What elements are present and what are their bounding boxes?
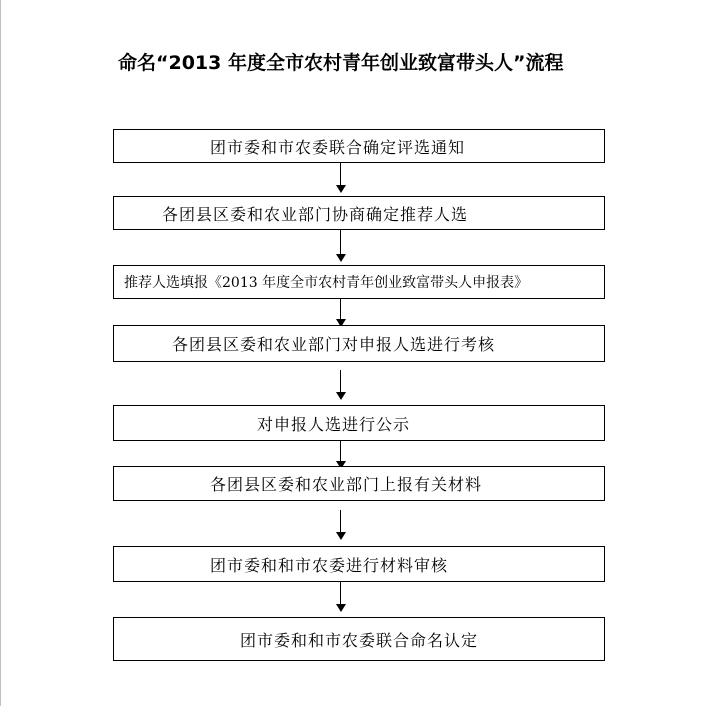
flow-step-8-label: 团市委和和市农委联合命名认定 [240,630,479,650]
flow-step-7 [113,546,605,582]
flow-arrow-5 [336,441,346,469]
flow-step-3 [113,265,605,299]
flow-step-2 [113,196,605,230]
flow-arrow-4 [336,370,346,400]
flow-step-4-label: 各团县区委和农业部门对申报人选进行考核 [172,335,496,354]
flow-arrow-7 [336,582,346,612]
flow-arrow-1 [336,163,346,193]
flow-step-6-label: 各团县区委和农业部门上报有关材料 [210,475,483,494]
flow-step-6 [113,466,605,501]
flow-arrow-3 [336,299,346,327]
page-left-edge [0,0,1,706]
page-title: 命名“2013 年度全市农村青年创业致富带头人”流程 [118,52,564,74]
flow-step-5 [113,405,605,441]
flow-step-7-label: 团市委和和市农委进行材料审核 [210,555,449,575]
flow-step-2-label: 各团县区委和农业部门协商确定推荐人选 [162,204,469,224]
flow-step-1 [113,129,605,163]
flow-step-4 [113,325,605,362]
flow-arrow-2 [336,230,346,262]
flow-step-3-label: 推荐人选填报《2013 年度全市农村青年创业致富带头人申报表》 [124,275,529,291]
flow-step-5-label: 对申报人选进行公示 [257,414,411,434]
flow-step-8 [113,617,605,661]
flow-step-1-label: 团市委和市农委联合确定评选通知 [210,137,466,157]
flow-arrow-6 [336,510,346,540]
